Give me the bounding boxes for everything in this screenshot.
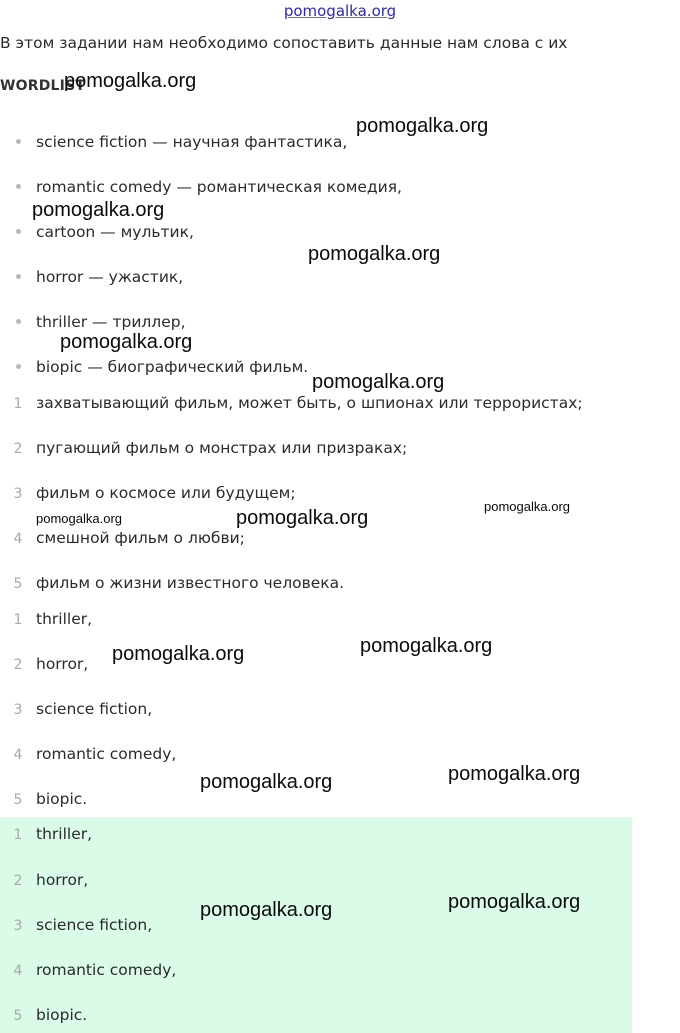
item-number: 5 bbox=[13, 792, 23, 808]
watermark: pomogalka.org bbox=[484, 499, 570, 514]
answer-item bbox=[0, 742, 176, 766]
watermark: pomogalka.org bbox=[308, 243, 441, 265]
definition-text: смешной фильм о любви; bbox=[36, 529, 245, 547]
watermark: pomogalka.org bbox=[60, 331, 193, 353]
site-header-link[interactable]: pomogalka.org bbox=[283, 2, 397, 20]
answer-item bbox=[0, 787, 87, 811]
list-item bbox=[0, 175, 402, 199]
final-answer-item bbox=[0, 822, 92, 846]
list-item bbox=[0, 265, 183, 289]
list-item bbox=[0, 355, 308, 379]
watermark: pomogalka.org bbox=[32, 199, 165, 221]
list-item-text: cartoon — мультик, bbox=[36, 223, 194, 241]
final-answer-text: horror, bbox=[36, 871, 89, 889]
item-number: 2 bbox=[13, 441, 23, 457]
bullet-icon bbox=[16, 184, 21, 189]
watermark: pomogalka.org bbox=[312, 371, 445, 393]
answer-text: science fiction, bbox=[36, 700, 153, 718]
definition-text: фильм о жизни известного человека. bbox=[36, 574, 345, 592]
definition-item bbox=[0, 526, 245, 550]
final-answer-text: thriller, bbox=[36, 825, 93, 843]
list-item bbox=[0, 130, 347, 154]
answer-item bbox=[0, 652, 88, 676]
intro-text: В этом задании нам необходимо сопоставить данные нам слова с их bbox=[0, 34, 568, 52]
bullet-icon bbox=[16, 139, 21, 144]
definition-item bbox=[0, 481, 296, 505]
final-answer-item bbox=[0, 868, 88, 892]
watermark: pomogalka.org bbox=[448, 763, 581, 785]
watermark: pomogalka.org bbox=[200, 771, 333, 793]
bullet-icon bbox=[16, 319, 21, 324]
answer-text: romantic comedy, bbox=[36, 745, 177, 763]
answer-item bbox=[0, 607, 92, 631]
final-answer-item bbox=[0, 913, 152, 937]
watermark: pomogalka.org bbox=[356, 115, 489, 137]
answer-text: biopic. bbox=[36, 790, 88, 808]
definition-text: фильм о космосе или будущем; bbox=[36, 484, 296, 502]
definition-item bbox=[0, 571, 344, 595]
answer-item bbox=[0, 697, 152, 721]
site-header[interactable] bbox=[0, 2, 680, 20]
final-answer-item bbox=[0, 1003, 87, 1027]
list-item-text: biopic — биографический фильм. bbox=[36, 358, 309, 376]
watermark: pomogalka.org bbox=[200, 899, 333, 921]
wordlist-heading: WORDLIST bbox=[0, 78, 86, 94]
bullet-icon bbox=[16, 229, 21, 234]
list-item-text: science fiction — научная фантастика, bbox=[36, 133, 348, 151]
answer-text: horror, bbox=[36, 655, 89, 673]
item-number: 4 bbox=[13, 531, 23, 547]
definition-text: захватывающий фильм, может быть, о шпионах или террористах; bbox=[36, 394, 583, 412]
item-number: 4 bbox=[13, 747, 23, 763]
list-item bbox=[0, 220, 194, 244]
item-number: 4 bbox=[13, 963, 23, 979]
item-number: 5 bbox=[13, 1008, 23, 1024]
item-number: 1 bbox=[13, 827, 23, 843]
definition-text: пугающий фильм о монстрах или призраках; bbox=[36, 439, 408, 457]
watermark: pomogalka.org bbox=[448, 891, 581, 913]
watermark: pomogalka.org bbox=[36, 511, 122, 526]
item-number: 5 bbox=[13, 576, 23, 592]
definition-item bbox=[0, 391, 583, 415]
item-number: 3 bbox=[13, 486, 23, 502]
list-item-text: thriller — триллер, bbox=[36, 313, 186, 331]
watermark: pomogalka.org bbox=[64, 70, 197, 92]
item-number: 3 bbox=[13, 918, 23, 934]
final-answer-text: romantic comedy, bbox=[36, 961, 177, 979]
item-number: 2 bbox=[13, 657, 23, 673]
definition-item bbox=[0, 436, 407, 460]
final-answer-text: biopic. bbox=[36, 1006, 88, 1024]
bullet-icon bbox=[16, 364, 21, 369]
item-number: 1 bbox=[13, 396, 23, 412]
item-number: 2 bbox=[13, 873, 23, 889]
list-item-text: horror — ужастик, bbox=[36, 268, 184, 286]
item-number: 1 bbox=[13, 612, 23, 628]
final-answer-item bbox=[0, 958, 176, 982]
watermark: pomogalka.org bbox=[236, 507, 369, 529]
watermark: pomogalka.org bbox=[112, 643, 245, 665]
final-answer-text: science fiction, bbox=[36, 916, 153, 934]
list-item-text: romantic comedy — романтическая комедия, bbox=[36, 178, 402, 196]
item-number: 3 bbox=[13, 702, 23, 718]
answer-text: thriller, bbox=[36, 610, 93, 628]
watermark: pomogalka.org bbox=[360, 635, 493, 657]
bullet-icon bbox=[16, 274, 21, 279]
